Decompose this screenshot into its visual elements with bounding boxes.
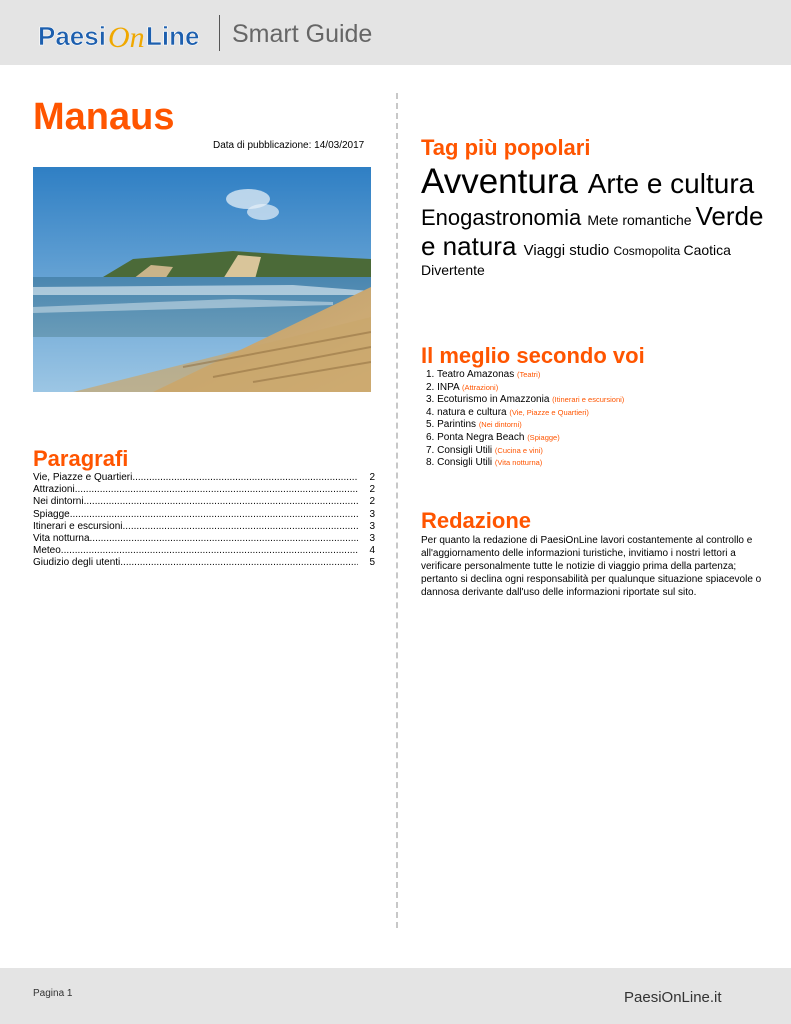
- tag-link[interactable]: Viaggi studio: [523, 242, 614, 260]
- best-item-category: (Itinerari e escursioni): [552, 395, 625, 405]
- best-item[interactable]: [426, 382, 624, 395]
- best-item[interactable]: [426, 407, 624, 420]
- toc-leader: [122, 521, 358, 533]
- best-list: [426, 369, 624, 470]
- paragrafi-heading: Paragrafi: [33, 446, 129, 471]
- header-divider: [219, 15, 220, 51]
- toc-leader: [132, 472, 358, 484]
- toc-row[interactable]: [33, 496, 375, 508]
- best-item-name: 4. natura e cultura: [426, 406, 507, 418]
- tag-link[interactable]: Verde e natura: [421, 201, 764, 262]
- redazione-text: Per quanto la redazione di PaesiOnLine lavori costantemente al controllo e all'aggiornamento delle informazioni turistiche, invitiamo i nostri lettori a verificare personalmente tutte le notizie di viaggio prima della partenza; pertanto si declina ogni responsabilità per qualunque situazione spiacevole o dannosa derivante dall'uso delle informazioni riportate sul sito.: [421, 535, 762, 598]
- best-item-category: (Attrazioni): [461, 382, 499, 392]
- toc-row[interactable]: [33, 521, 375, 533]
- best-item[interactable]: [426, 457, 624, 470]
- toc-row[interactable]: [33, 484, 375, 496]
- tag-link[interactable]: Avventura: [421, 162, 588, 201]
- best-item-category: (Vita notturna): [494, 458, 543, 468]
- toc-leader: [120, 557, 358, 569]
- toc-page-number: 2: [369, 496, 375, 508]
- toc-label: Giudizio degli utenti: [33, 557, 121, 569]
- best-item-category: (Spiagge): [527, 432, 560, 442]
- best-item-name: 6. Ponta Negra Beach: [426, 431, 525, 443]
- tag-link[interactable]: Mete romantiche: [587, 212, 696, 229]
- best-item[interactable]: [426, 432, 624, 445]
- toc-leader: [90, 533, 358, 545]
- best-item-name: 5. Parintins: [426, 419, 477, 431]
- best-item-name: 1. Teatro Amazonas: [426, 369, 515, 380]
- toc-label: Vie, Piazze e Quartieri: [33, 471, 133, 483]
- best-item-category: (Teatri): [516, 370, 541, 379]
- toc-row[interactable]: [33, 557, 375, 569]
- toc-page-number: 3: [369, 508, 375, 520]
- best-item-name: 2. INPA: [426, 381, 460, 393]
- publication-date: Data di pubblicazione: 14/03/2017: [213, 140, 365, 151]
- page-title: Manaus: [33, 96, 175, 138]
- toc-page-number: 3: [369, 520, 375, 532]
- best-item[interactable]: [426, 394, 624, 407]
- best-item-category: (Cucina e vini): [494, 445, 543, 455]
- toc-label: Attrazioni: [33, 484, 75, 496]
- toc-page-number: 4: [369, 545, 375, 557]
- toc-leader: [84, 496, 358, 508]
- best-item-category: (Nei dintorni): [478, 420, 522, 430]
- toc-row[interactable]: [33, 545, 375, 557]
- best-item-name: 8. Consigli Utili: [426, 457, 493, 469]
- paragrafi-list: [33, 472, 375, 570]
- toc-label: Nei dintorni: [33, 496, 84, 508]
- tag-link[interactable]: Cosmopolita: [613, 244, 684, 259]
- best-item-category: (Vie, Piazze e Quartieri): [509, 407, 589, 417]
- redazione-heading: Redazione: [421, 508, 532, 533]
- tags-heading: Tag più popolari: [421, 135, 591, 160]
- header-bar: [0, 0, 791, 65]
- svg-text:On: On: [108, 21, 145, 54]
- tag-link[interactable]: Caotica: [683, 242, 731, 259]
- tag-link[interactable]: Enogastronomia: [421, 205, 588, 231]
- page-number: Pagina 1: [33, 988, 73, 999]
- best-item-name: 3. Ecoturismo in Amazzonia: [426, 394, 550, 406]
- best-item[interactable]: [426, 419, 624, 432]
- best-item[interactable]: [426, 445, 624, 458]
- toc-row[interactable]: [33, 509, 375, 521]
- toc-page-number: 2: [369, 471, 375, 483]
- tag-link[interactable]: Arte e cultura: [587, 168, 755, 199]
- tag-cloud: [421, 162, 766, 280]
- best-heading: Il meglio secondo voi: [421, 343, 645, 368]
- toc-page-number: 5: [369, 557, 375, 569]
- best-item[interactable]: [426, 369, 624, 382]
- site-link[interactable]: PaesiOnLine.it: [624, 989, 722, 1006]
- toc-page-number: 3: [369, 532, 375, 544]
- svg-text:Paesi: Paesi: [38, 21, 106, 51]
- toc-label: Itinerari e escursioni: [33, 520, 123, 532]
- column-divider: [396, 93, 398, 928]
- toc-page-number: 2: [369, 484, 375, 496]
- header-subtitle: Smart Guide: [232, 20, 373, 48]
- tag-link[interactable]: Divertente: [421, 262, 485, 279]
- toc-row[interactable]: [33, 472, 375, 484]
- toc-row[interactable]: [33, 533, 375, 545]
- toc-leader: [75, 484, 358, 496]
- paesionline-logo[interactable]: [36, 16, 206, 56]
- toc-label: Vita notturna: [33, 532, 90, 544]
- svg-text:Line: Line: [146, 21, 200, 51]
- beach-photo: [33, 167, 371, 392]
- best-item-name: 7. Consigli Utili: [426, 444, 493, 456]
- toc-leader: [70, 509, 358, 521]
- toc-label: Meteo: [33, 545, 61, 557]
- toc-label: Spiagge: [33, 508, 70, 520]
- toc-leader: [61, 545, 358, 557]
